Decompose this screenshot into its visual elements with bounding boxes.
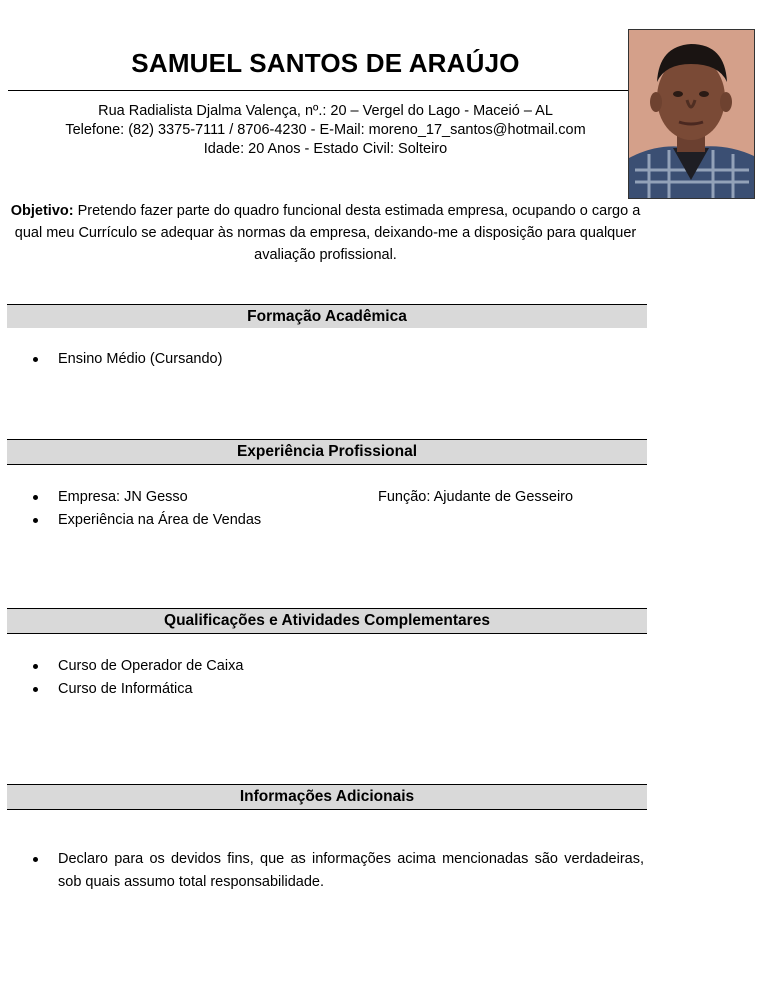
name-divider [8, 90, 641, 91]
list-item: Declaro para os devidos fins, que as informações acima mencionadas são verdadeiras, sob quais assumo total responsabilidade. [32, 848, 644, 894]
section-header-education: Formação Acadêmica [7, 304, 647, 328]
additional-list [32, 848, 644, 894]
objective-text: Pretendo fazer parte do quadro funcional desta estimada empresa, ocupando o cargo a qual meu Currículo se adequar às normas da empresa, deixando-me a disposição para qualquer avaliação profissional. [14, 203, 641, 263]
list-item: Curso de Operador de Caixa [32, 655, 644, 678]
contact-block [8, 102, 643, 159]
address-line: Rua Radialista Djalma Valença, nº.: 20 – Vergel do Lago - Maceió – AL [98, 103, 553, 119]
list-item: Experiência na Área de Vendas [32, 509, 644, 532]
age-marital-line: Idade: 20 Anos - Estado Civil: Solteiro [203, 141, 448, 157]
objective-label: Objetivo: [10, 203, 74, 219]
profile-photo [628, 29, 755, 199]
section-header-qualifications: Qualificações e Atividades Complementares [7, 608, 647, 634]
list-item: Curso de Informática [32, 678, 644, 701]
phone-email-line: Telefone: (82) 3375-7111 / 8706-4230 - E-Mail: moreno_17_santos@hotmail.com [65, 122, 586, 138]
section-header-experience: Experiência Profissional [7, 439, 647, 465]
company-text: Empresa: JN Gesso [58, 489, 188, 505]
role-text: Função: Ajudante de Gesseiro [378, 489, 574, 505]
section-header-additional: Informações Adicionais [7, 784, 647, 810]
list-item: Ensino Médio (Cursando) [32, 348, 644, 371]
qualifications-list [32, 655, 644, 701]
objective-paragraph [8, 200, 643, 266]
education-list [32, 348, 644, 371]
list-item [32, 486, 644, 509]
person-photo-icon [629, 30, 754, 198]
experience-list [32, 486, 644, 532]
candidate-name: SAMUEL SANTOS DE ARAÚJO [131, 48, 520, 78]
